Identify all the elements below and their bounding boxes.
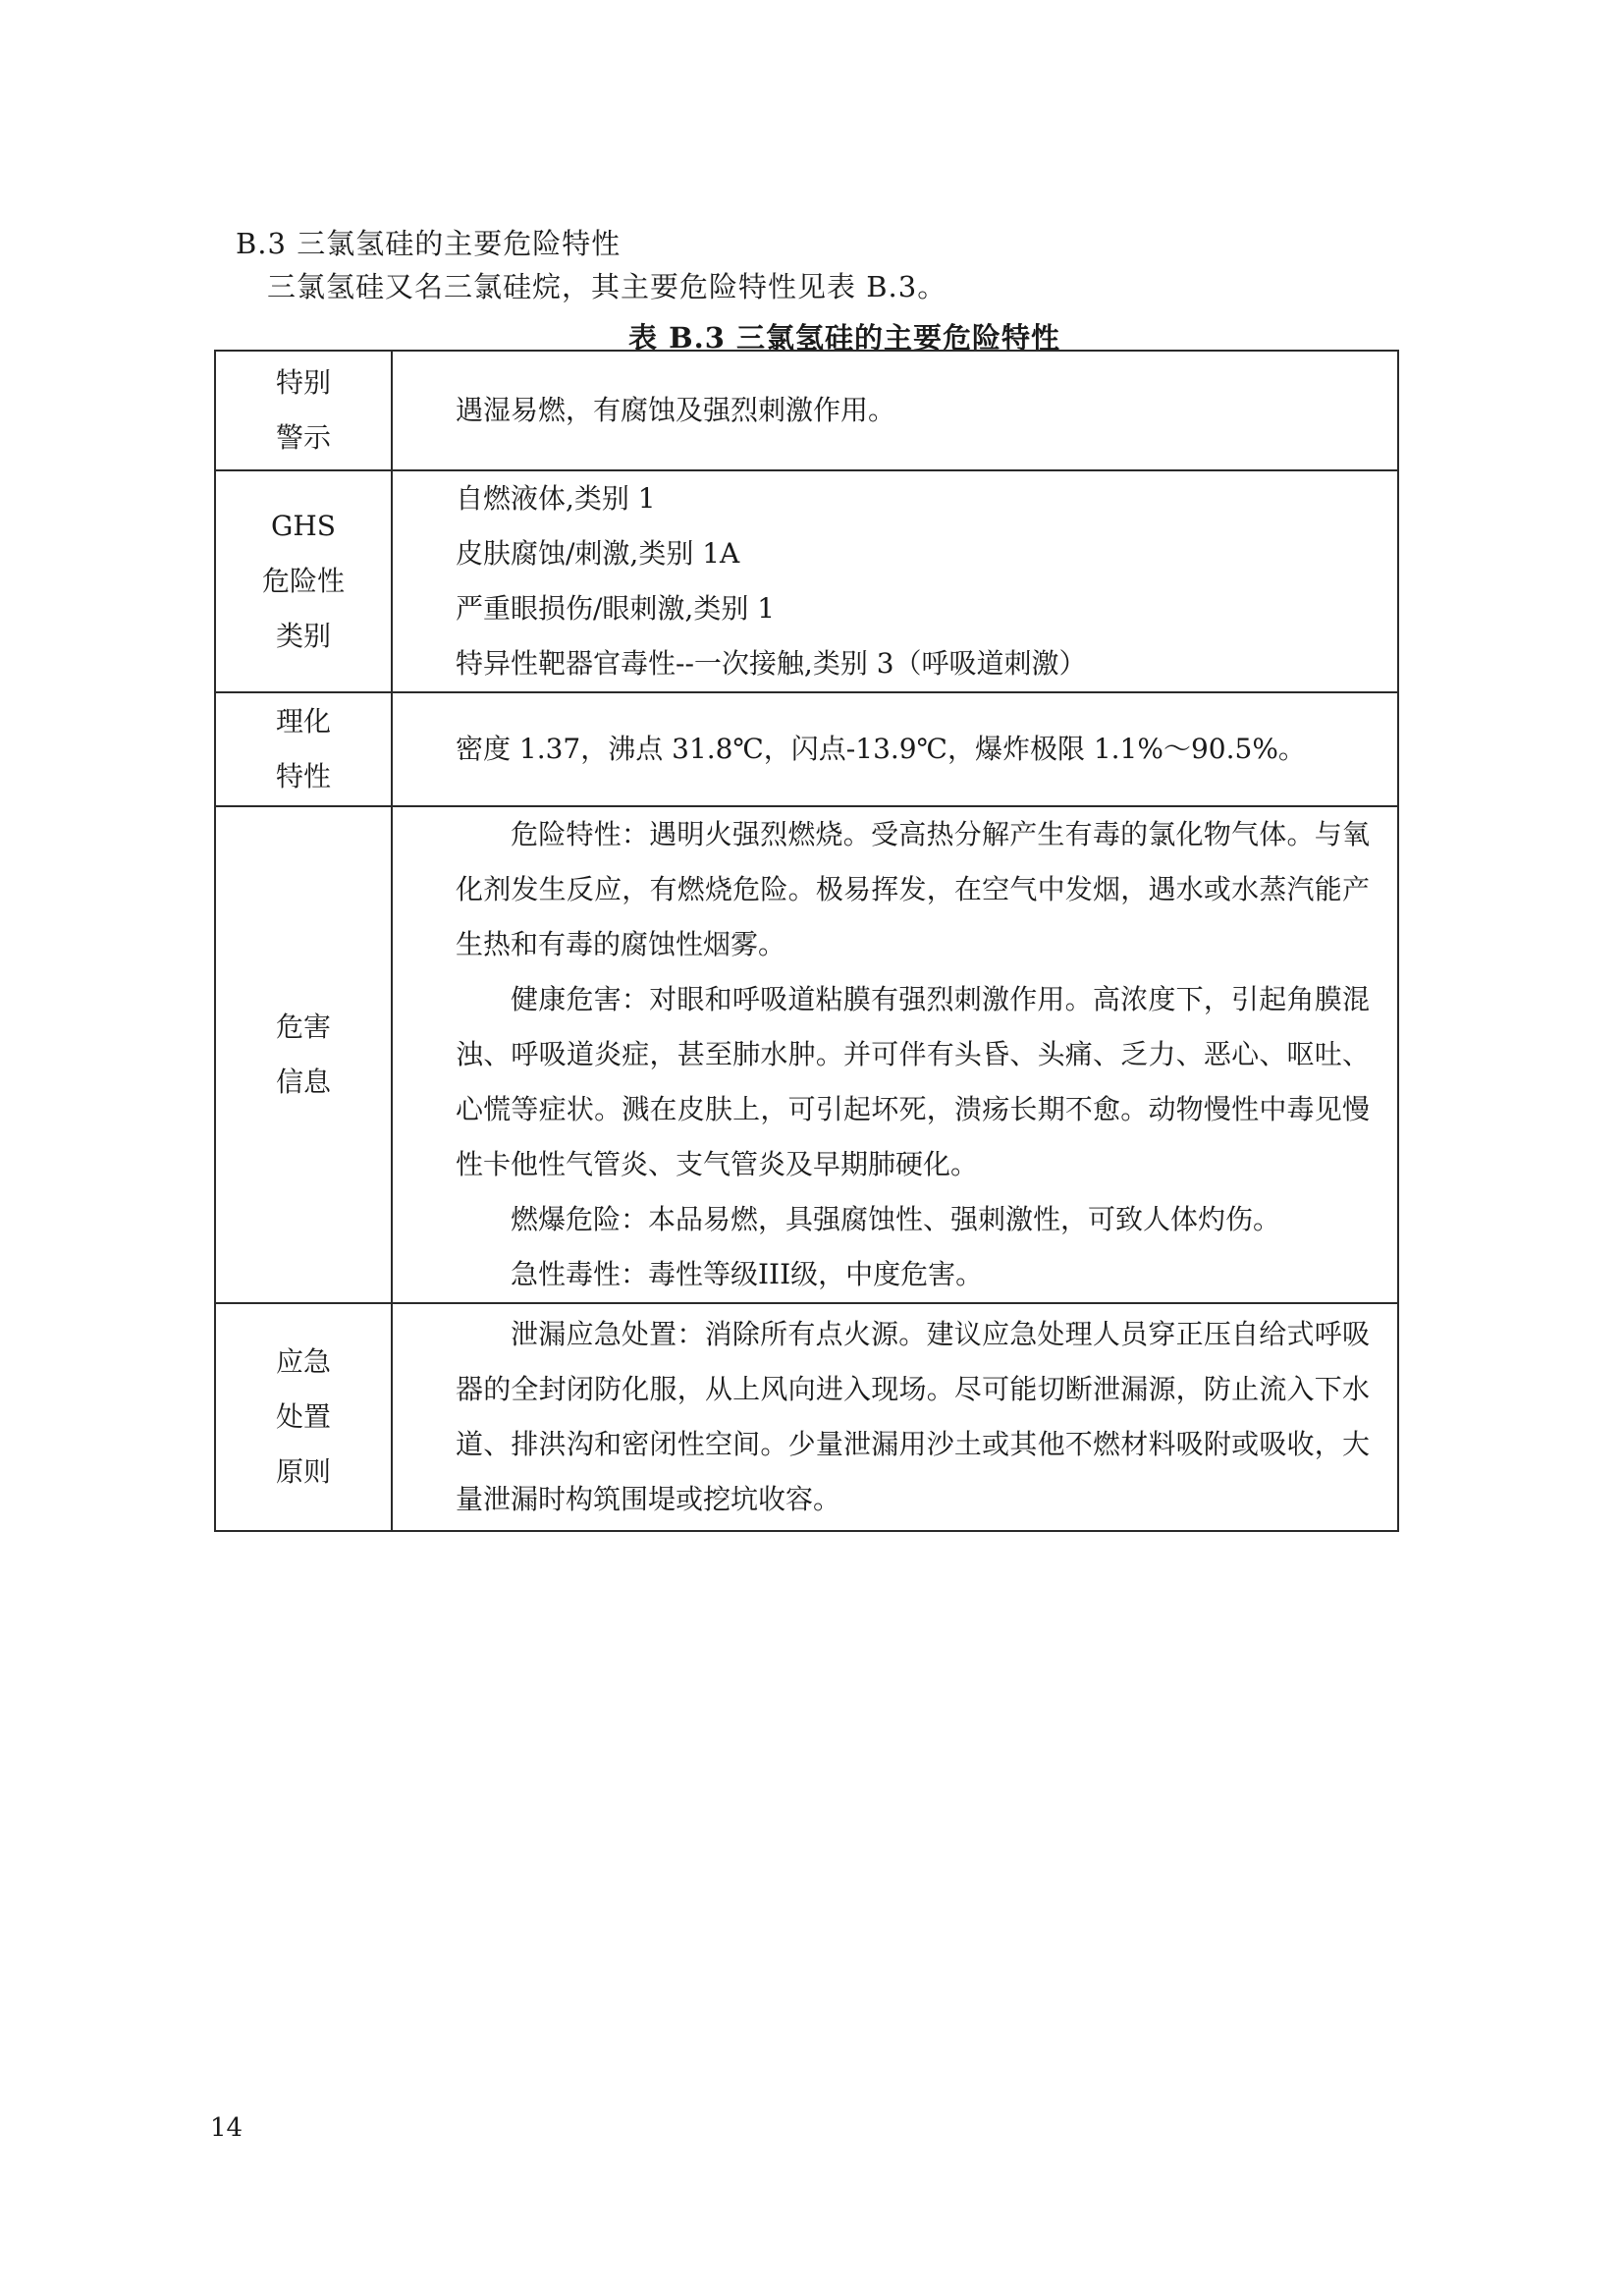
row-content-ghs-category	[392, 470, 1398, 692]
row-label-physicochemical	[215, 692, 392, 806]
hazard-paragraph: 危险特性：遇明火强烈燃烧。受高热分解产生有毒的氯化物气体。与氧化剂发生反应，有燃烧危险。极易挥发，在空气中发烟，遇水或水蒸汽能产生热和有毒的腐蚀性烟雾。	[456, 818, 1370, 960]
ghs-classification-line: 皮肤腐蚀/刺激,类别 1A	[456, 537, 740, 570]
table-row-emergency-response	[215, 1303, 1398, 1531]
row-label-line: 信息	[275, 1066, 331, 1098]
row-label-line: 警示	[275, 421, 331, 454]
row-label-special-warning	[215, 351, 392, 470]
physicochemical-text: 密度 1.37，沸点 31.8℃，闪点-13.9℃，爆炸极限 1.1%～90.5%。	[456, 733, 1306, 765]
row-label-line: GHS	[271, 510, 336, 542]
row-label-hazard-info	[215, 806, 392, 1303]
intro-paragraph: 三氯氢硅又名三氯硅烷，其主要危险特性见表 B.3。	[267, 270, 947, 303]
row-label-line: 类别	[275, 620, 331, 652]
page-number: 14	[210, 2113, 243, 2143]
row-label-line: 原则	[275, 1455, 331, 1488]
row-label-ghs-category	[215, 470, 392, 692]
table-caption: 表 B.3 三氯氢硅的主要危险特性	[628, 321, 1060, 355]
row-label-line: 危险性	[261, 565, 345, 597]
ghs-classification-line: 自燃液体,类别 1	[456, 482, 656, 515]
row-label-line: 特性	[275, 760, 331, 793]
hazard-paragraph: 健康危害：对眼和呼吸道粘膜有强烈刺激作用。高浓度下，引起角膜混浊、呼吸道炎症，甚至肺水肿。并可伴有头昏、头痛、乏力、恶心、呕吐、心慌等症状。溅在皮肤上，可引起坏死，溃疡长期不愈。动物慢性中毒见慢性卡他性气管炎、支气管炎及早期肺硬化。	[456, 983, 1370, 1180]
ghs-classification-line: 严重眼损伤/眼刺激,类别 1	[456, 592, 776, 625]
hazard-paragraph: 燃爆危险：本品易燃，具强腐蚀性、强刺激性，可致人体灼伤。	[511, 1203, 1281, 1235]
row-label-line: 理化	[275, 705, 331, 738]
row-content-emergency-response	[392, 1303, 1398, 1531]
row-content-physicochemical	[392, 692, 1398, 806]
warning-text: 遇湿易燃，有腐蚀及强烈刺激作用。	[456, 394, 896, 426]
emergency-paragraph: 泄漏应急处置：消除所有点火源。建议应急处理人员穿正压自给式呼吸器的全封闭防化服，从上风向进入现场。尽可能切断泄漏源，防止流入下水道、排洪沟和密闭性空间。少量泄漏用沙土或其他不燃材料吸附或吸收，大量泄漏时构筑围堤或挖坑收容。	[456, 1318, 1370, 1515]
row-content-special-warning	[392, 351, 1398, 470]
table-row-special-warning	[215, 351, 1398, 470]
row-label-line: 危害	[275, 1011, 331, 1043]
hazard-table	[214, 350, 1399, 1532]
table-row-physicochemical	[215, 692, 1398, 806]
table-row-ghs-category	[215, 470, 1398, 692]
hazard-paragraph: 急性毒性：毒性等级III级，中度危害。	[511, 1258, 984, 1290]
row-label-line: 应急	[275, 1345, 331, 1378]
section-heading: B.3 三氯氢硅的主要危险特性	[236, 227, 622, 260]
ghs-classification-line: 特异性靶器官毒性--一次接触,类别 3（呼吸道刺激）	[456, 647, 1087, 680]
row-label-line: 处置	[275, 1400, 331, 1433]
table-row-hazard-info	[215, 806, 1398, 1303]
row-label-emergency-response	[215, 1303, 392, 1531]
row-label-line: 特别	[275, 366, 331, 399]
row-content-hazard-info	[392, 806, 1398, 1303]
